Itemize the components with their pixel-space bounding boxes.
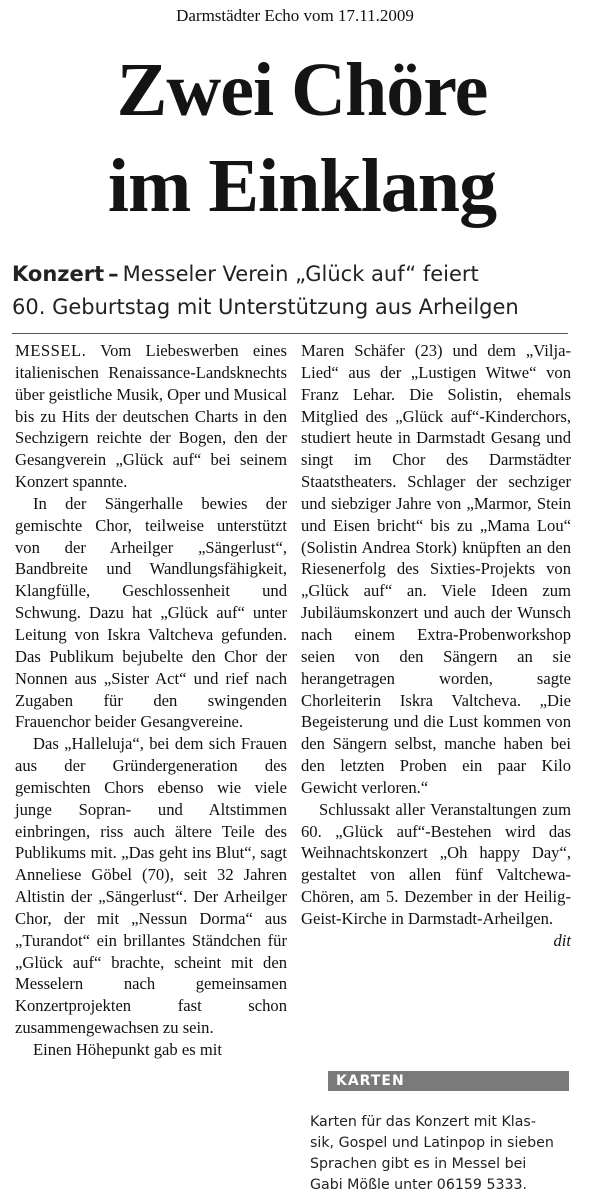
source-line: Darmstädter Echo vom 17.11.2009 xyxy=(176,6,414,25)
info-box-line: Gabi Mößle unter 06159 5333. xyxy=(310,1177,528,1193)
subheadline-text-1: Messeler Verein „Glück auf“ feiert xyxy=(122,262,479,286)
paragraph-text: Vom Liebeswerben eines italienischen Renaissance-Landsknechts über geistliche Musik, Oper und Musical bis zu Hits der deutschen Charts in den Sechzigern reichte der Bogen, den der Gesangverein „Glück auf“ bei seinem Konzert spannte. xyxy=(15,341,287,492)
article-paragraph xyxy=(301,799,571,950)
info-box-header xyxy=(328,1071,569,1091)
info-box-body xyxy=(310,1112,570,1196)
article-column-left xyxy=(15,340,287,1061)
subheadline-dash: – xyxy=(108,262,119,286)
article-column-right xyxy=(301,340,571,952)
info-box-title: KARTEN xyxy=(336,1073,405,1089)
subheadline xyxy=(12,258,582,324)
info-box-line: sik, Gospel und Latinpop in sieben xyxy=(310,1135,554,1151)
author-byline: dit xyxy=(553,930,571,950)
article-paragraph xyxy=(15,340,287,493)
subheadline-kicker: Konzert xyxy=(12,262,105,286)
subheadline-text-2: 60. Geburtstag mit Unterstützung aus Arheilgen xyxy=(12,295,519,319)
info-box-line: Karten für das Konzert mit Klas- xyxy=(310,1114,536,1130)
info-box-line: Sprachen gibt es in Messel bei xyxy=(310,1156,527,1172)
dateline: MESSEL. xyxy=(15,341,87,360)
divider xyxy=(12,333,568,334)
article-paragraph: Das „Halleluja“, bei dem sich Frauen aus der Gründergeneration des gemischten Chors ebenso wie viele junge Sopran- und Altstimmen einbringen, riss auch ältere Teile des Publikums mit. „Das geht ins Blut“, sagt Anneliese Göbel (70), seit 32 Jahren Altistin der „Sängerlust“. Der Arheilger Chor, der mit „Nessun Dorma“ aus „Turandot“ ein brillantes Ständchen für „Glück auf“ brachte, scheint mit den Messelern nach gemeinsamen Konzertprojekten fast schon zusammengewachsen zu sein. xyxy=(15,734,287,1038)
article-paragraph: In der Sängerhalle bewies der gemischte Chor, teilweise unterstützt von der Arheilger „Sängerlust“, Bandbreite und Wandlungsfähigkeit, Klangfülle, Geschlossenheit und Schwung. Dazu hat „Glück auf“ unter Leitung von Iskra Valtcheva gefunden. Das Publikum bejubelte den Chor der Nonnen aus „Sister Act“ und rief nach Zugaben für den swingenden Frauenchor beider Gesangvereine. xyxy=(15,493,287,732)
paragraph-text: Schlussakt aller Veranstaltungen zum 60. „Glück auf“-Bestehen wird das Weihnachtskonzert „Oh happy Day“, gestaltet von allen fünf Valtchewa-Chören, am 5. Dezember in der Heilig-Geist-Kirche in Darmstadt-Arheilgen. xyxy=(301,799,571,928)
article-paragraph: Einen Höhepunkt gab es mit xyxy=(33,1040,222,1059)
headline-line-1: Zwei Chöre xyxy=(116,48,488,132)
article-paragraph: Maren Schäfer (23) und dem „Vilja-Lied“ aus der „Lustigen Witwe“ von Franz Lehar. Die Solistin, ehemals Mitglied des „Glück auf“-Kinderchors, studiert heute in Darmstadt Gesang und singt im Chor des Darmstädter Staatstheaters. Schlager der sechziger und siebziger Jahre von „Marmor, Stein und Eisen bricht“ bis zu „Mama Lou“ (Solistin Andrea Stork) knüpften an den Riesenerfolg des Sixties-Projekts von „Glück auf“ an. Viele Ideen zum Jubiläumskonzert und auch der Wunsch nach einem Extra-Probenworkshop seien von den Sängern an sie herangetragen worden, sagte Chorleiterin Iskra Valtcheva. „Die Begeisterung und die Lust kommen von den Sängern selbst, manche haben bei den letzten Proben ein paar Kilo Gewicht verloren.“ xyxy=(301,341,571,797)
headline-line-2: im Einklang xyxy=(107,144,497,228)
